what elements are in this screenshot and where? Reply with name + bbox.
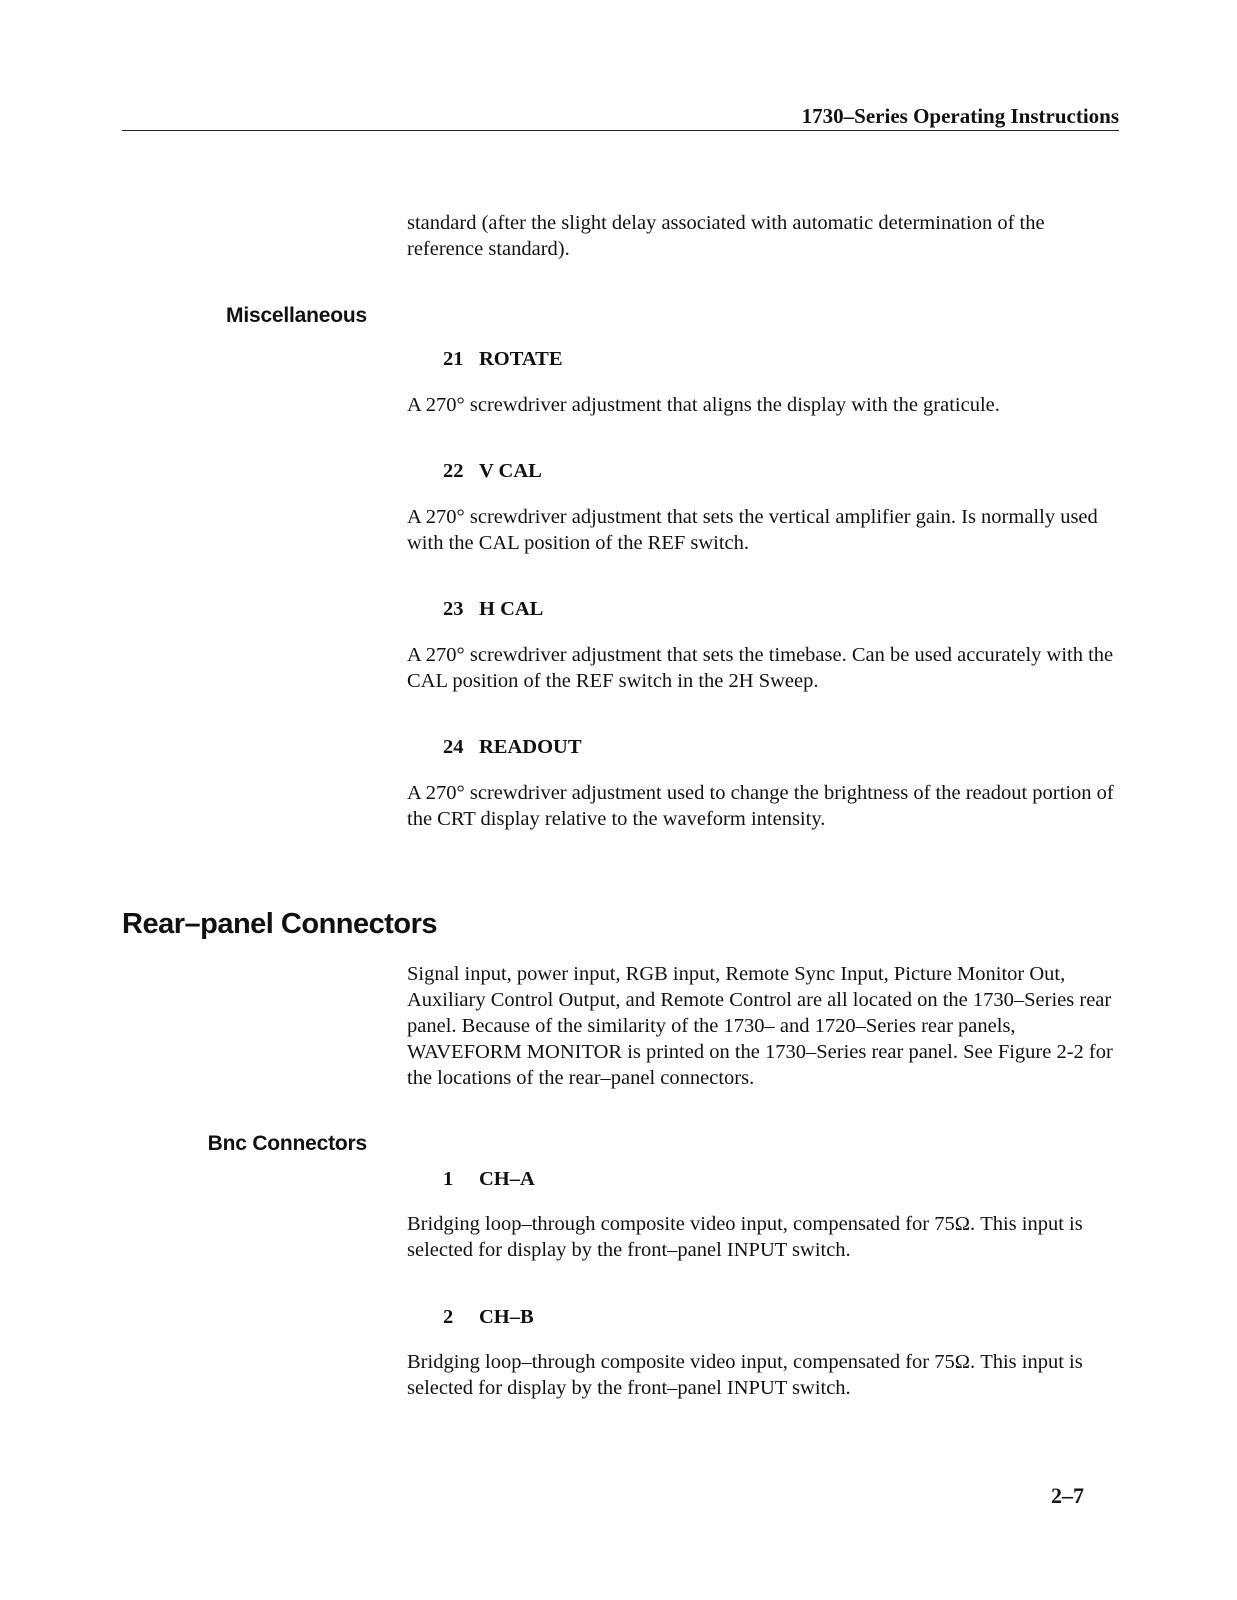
page-number: 2–7 [1051,1483,1084,1508]
item-heading-readout [443,736,582,759]
item-text-vcal: A 270° screwdriver adjustment that sets the vertical amplifier gain. Is normally used with the CAL position of the REF switch. [407,506,1098,554]
item-heading-vcal [443,460,542,483]
item-title: ROTATE [479,348,563,370]
item-number: 2 [443,1306,454,1328]
item-text-ch-b: Bridging loop–through composite video input, compensated for 75Ω. This input is selected for display by the front–panel INPUT switch. [407,1351,1083,1399]
intro-continuation: standard (after the slight delay associated with automatic determination of the reference standard). [407,212,1045,260]
header-rule [122,130,1119,131]
item-number: 22 [443,460,464,482]
bnc-connectors-heading: Bnc Connectors [207,1132,367,1155]
rear-panel-text: Signal input, power input, RGB input, Remote Sync Input, Picture Monitor Out, Auxiliary Control Output, and Remote Control are all located on the 1730–Series rear panel. Because of the similarity of the 1730– and 1720–Series rear panels, WAVEFORM MONITOR is printed on the 1730–Series rear panel. See Figure 2-2 for the locations of the rear–panel connectors. [407,963,1113,1089]
item-number: 24 [443,736,464,758]
item-heading-hcal [443,598,543,621]
item-number: 21 [443,348,464,370]
item-title: V CAL [479,460,542,482]
item-text-rotate: A 270° screwdriver adjustment that aligns the display with the graticule. [407,394,1000,416]
item-heading-ch-b [443,1306,534,1329]
item-title: CH–A [479,1168,535,1190]
item-title: H CAL [479,598,544,620]
item-heading-ch-a [443,1168,535,1191]
item-heading-rotate [443,348,563,371]
running-header: 1730–Series Operating Instructions [801,104,1119,128]
item-number: 1 [443,1168,454,1190]
item-title: READOUT [479,736,582,758]
item-text-ch-a: Bridging loop–through composite video input, compensated for 75Ω. This input is selected for display by the front–panel INPUT switch. [407,1213,1083,1261]
item-title: CH–B [479,1306,534,1328]
item-text-hcal: A 270° screwdriver adjustment that sets the timebase. Can be used accurately with the CAL position of the REF switch in the 2H Sweep. [407,644,1114,692]
item-number: 23 [443,598,464,620]
miscellaneous-heading: Miscellaneous [226,304,367,327]
item-text-readout: A 270° screwdriver adjustment used to change the brightness of the readout portion of the CRT display relative to the waveform intensity. [407,782,1114,830]
rear-panel-heading: Rear–panel Connectors [122,908,438,940]
